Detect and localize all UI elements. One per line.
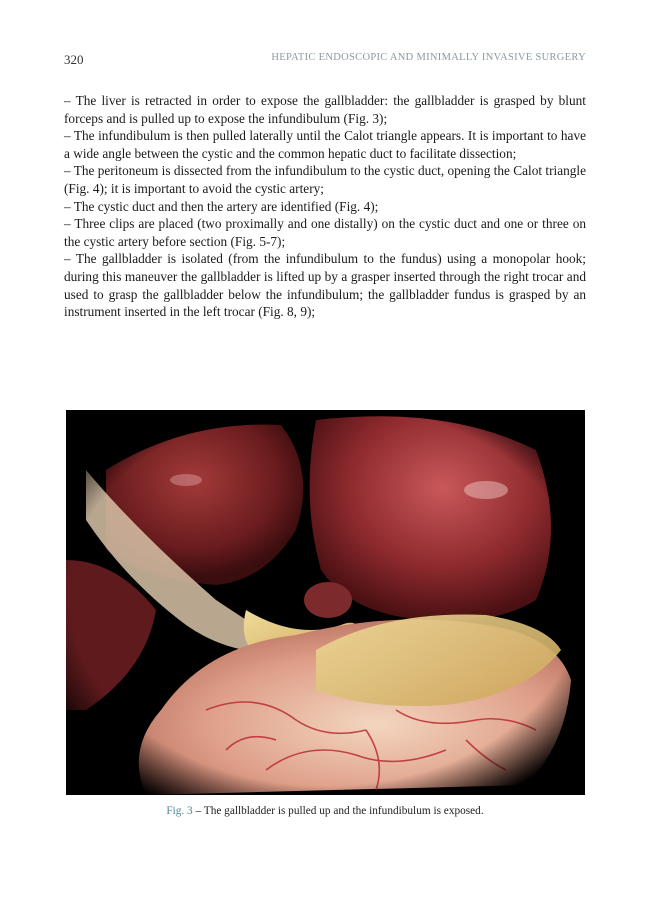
body-text [64,92,586,321]
body-paragraph: – The liver is retracted in order to expose the gallbladder: the gallbladder is grasped by blunt forceps and is pulled up to expose the infundibulum (Fig. 3); [64,93,586,126]
figure-caption-text: – The gallbladder is pulled up and the infundibulum is exposed. [192,805,484,817]
running-title: HEPATIC ENDOSCOPIC AND MINIMALLY INVASIVE SURGERY [271,52,586,63]
laparoscopic-photo [66,410,585,795]
body-paragraph: – The cystic duct and then the artery are identified (Fig. 4); [64,198,379,214]
body-paragraph: – The peritoneum is dissected from the infundibulum to the cystic duct, opening the Calot triangle (Fig. 4); it is important to avoid the cystic artery; [64,163,586,196]
body-paragraph: – The infundibulum is then pulled laterally until the Calot triangle appears. It is important to have a wide angle between the cystic and the common hepatic duct to facilitate dissection; [64,128,586,161]
laparoscopic-photo-illustration [66,410,585,795]
figure-label: Fig. 3 [166,805,193,817]
page-number: 320 [64,52,84,67]
page-header [64,52,586,70]
figure-caption [64,805,586,817]
body-paragraph: – Three clips are placed (two proximally and one distally) on the cystic duct and one or three on the cystic artery before section (Fig. 5-7); [64,216,586,249]
body-paragraph: – The gallbladder is isolated (from the infundibulum to the fundus) using a monopolar hook; during this maneuver the gallbladder is lifted up by a grasper inserted through the right trocar and used to grasp the gallbladder below the infundibulum; the gallbladder fundus is grasped by an instrument inserted in the left trocar (Fig. 8, 9); [64,251,586,320]
